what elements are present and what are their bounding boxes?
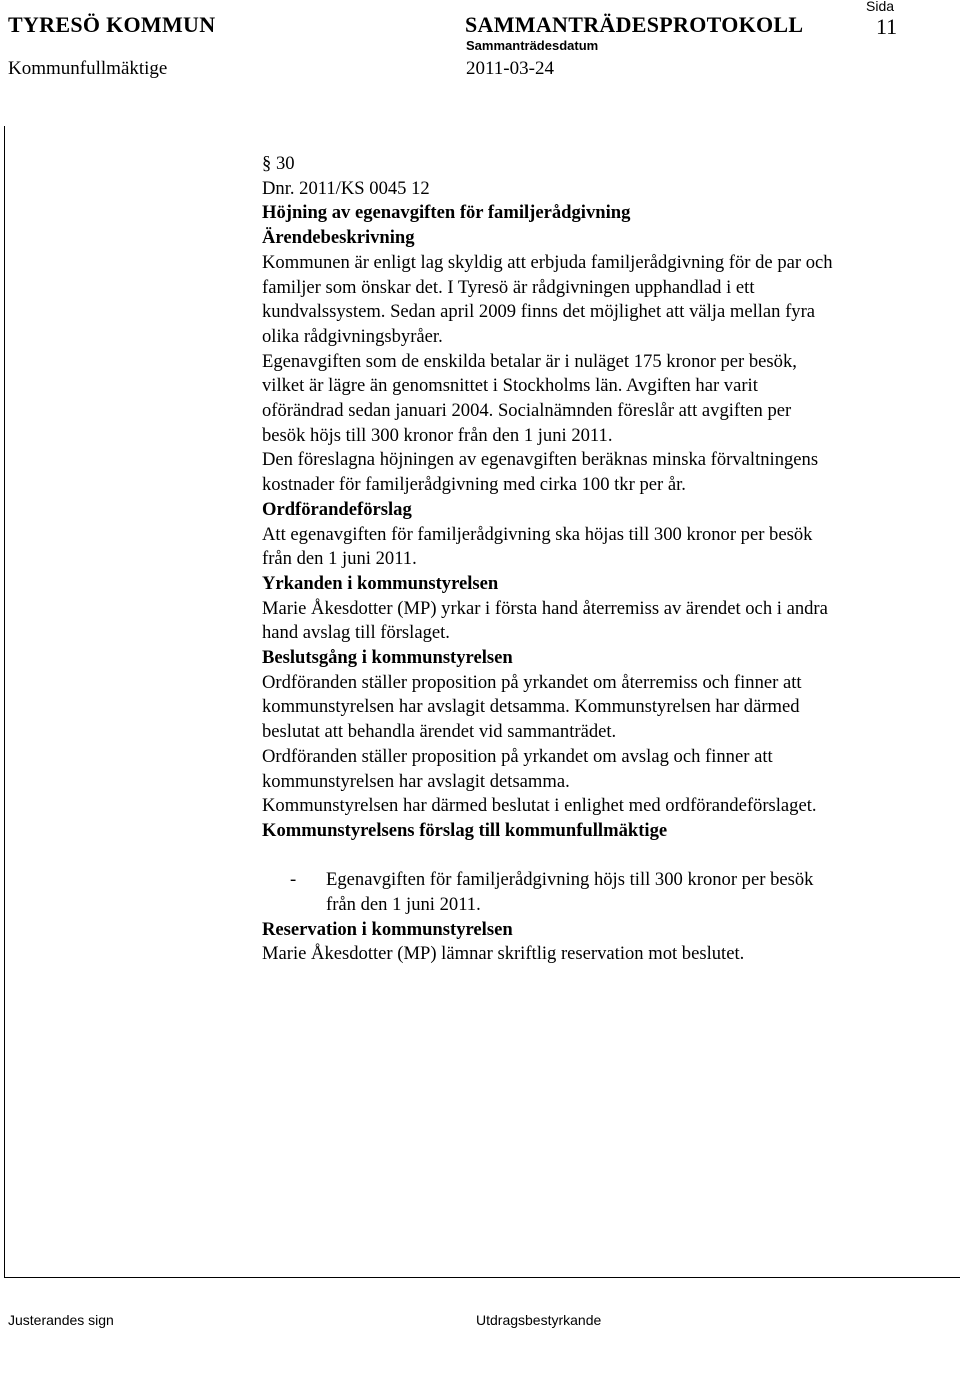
header-date: 2011-03-24	[466, 58, 554, 79]
header-page-number: 11	[876, 14, 898, 39]
footer-utdragsbestyrkande: Utdragsbestyrkande	[476, 1312, 602, 1328]
ordf-text: Att egenavgiften för familjerådgivning ska höjas till 300 kronor per besök från den 1 juni 2011.	[262, 523, 813, 570]
header-date-label: Sammanträdesdatum	[466, 38, 599, 53]
protocol-content	[262, 152, 942, 967]
besl-paragraph-3: Kommunstyrelsen har därmed beslutat i enlighet med ordförandeförslaget.	[262, 795, 817, 817]
header-org: TYRESÖ KOMMUN	[8, 12, 216, 37]
res-heading: Reservation i kommunstyrelsen	[262, 918, 513, 940]
item-title: Höjning av egenavgiften för familjerådgivning	[262, 202, 631, 224]
forslag-heading: Kommunstyrelsens förslag till kommunfullmäktige	[262, 819, 668, 841]
footer-justerandes-sign: Justerandes sign	[8, 1312, 114, 1328]
section-number: § 30	[262, 153, 295, 174]
arende-paragraph-3: Den föreslagna höjningen av egenavgiften beräknas minska förvaltningens kostnader för familjerådgivning med cirka 100 tkr per år.	[262, 449, 819, 496]
arende-heading: Ärendebeskrivning	[262, 227, 415, 249]
margin-rule-left	[4, 126, 5, 1277]
dnr: Dnr. 2011/KS 0045 12	[262, 177, 430, 199]
forslag-item-text: Egenavgiften för familjerådgivning höjs till 300 kronor per besök från den 1 juni 2011.	[326, 869, 814, 916]
ordf-heading: Ordförandeförslag	[262, 498, 412, 520]
header-sida-label: Sida	[866, 0, 895, 14]
arende-paragraph-1: Kommunen är enligt lag skyldig att erbjuda familjerådgivning för de par och familjer som önskar det. I Tyresö är rådgivningen upphandlad i ett kundvalssystem. Sedan april 2009 finns det möjlighet att välja mellan fyra olika rådgivningsbyråer.	[262, 251, 833, 347]
besl-paragraph-2: Ordföranden ställer proposition på yrkandet om avslag och finner att kommunstyrelsen har avslagit detsamma.	[262, 745, 773, 792]
margin-rule-bottom	[4, 1277, 960, 1278]
forslag-list-item	[290, 868, 942, 917]
arende-paragraph-2: Egenavgiften som de enskilda betalar är i nuläget 175 kronor per besök, vilket är lägre än genomsnittet i Stockholms län. Avgiften har varit oförändrad sedan januari 2004. Socialnämnden föreslår att avgiften per besök höjs till 300 kronor från den 1 juni 2011.	[262, 350, 797, 446]
besl-heading: Beslutsgång i kommunstyrelsen	[262, 647, 513, 669]
list-dash: -	[290, 869, 297, 891]
header-doc-type: SAMMANTRÄDESPROTOKOLL	[465, 12, 804, 37]
header-body: Kommunfullmäktige	[8, 58, 168, 79]
yrk-text: Marie Åkesdotter (MP) yrkar i första hand återremiss av ärendet och i andra hand avslag till förslaget.	[262, 597, 828, 644]
besl-paragraph-1: Ordföranden ställer proposition på yrkandet om återremiss och finner att kommunstyrelsen har avslagit detsamma. Kommunstyrelsen har därmed beslutat att behandla ärendet vid sammanträdet.	[262, 671, 802, 743]
yrk-heading: Yrkanden i kommunstyrelsen	[262, 572, 499, 594]
res-text: Marie Åkesdotter (MP) lämnar skriftlig reservation mot beslutet.	[262, 943, 745, 965]
